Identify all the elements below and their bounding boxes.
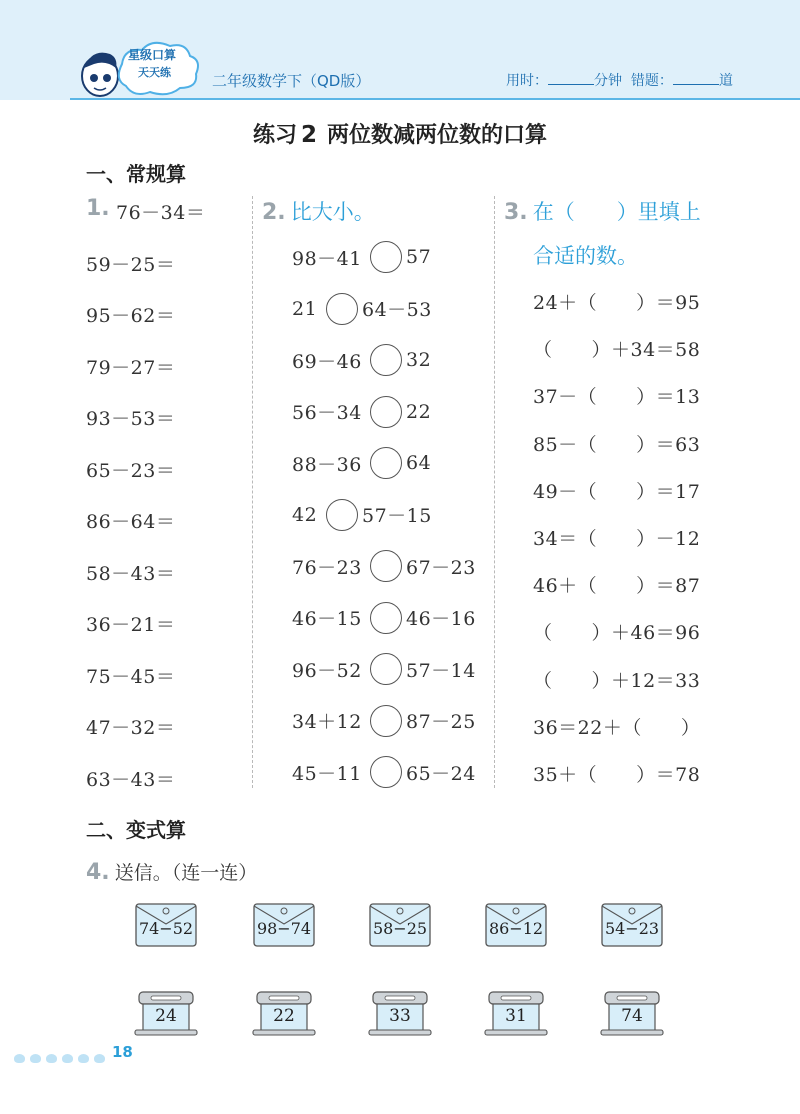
compare-circle[interactable] [370, 344, 402, 376]
q2-item [292, 293, 432, 325]
time-label: 用时： [506, 73, 548, 89]
title-number: 2 [300, 122, 317, 148]
q3-item[interactable]: 24＋（ ）＝95 [533, 292, 701, 314]
q2-left: 88－36 [292, 453, 362, 476]
errors-blank[interactable] [673, 72, 719, 85]
page-title [0, 118, 800, 149]
page-number: 18 [112, 1043, 133, 1061]
q1-item[interactable]: 76－34＝ [116, 202, 206, 224]
q2-item [292, 756, 476, 788]
computer[interactable] [599, 990, 665, 1036]
q3-prompt-line1: 在（ ）里填上 [532, 200, 701, 224]
envelope-label: 58−25 [372, 919, 428, 938]
q1-item[interactable]: 47－32＝ [86, 717, 176, 739]
q4-header [86, 858, 257, 885]
computer-label: 24 [155, 1006, 177, 1026]
q3-item[interactable]: 46＋（ ）＝87 [533, 575, 701, 598]
computer-label: 33 [389, 1006, 411, 1026]
compare-circle[interactable] [370, 756, 402, 788]
q2-item [292, 241, 431, 273]
q1-item[interactable]: 65－23＝ [86, 459, 176, 482]
q2-left: 34＋12 [292, 711, 362, 733]
q1-item[interactable]: 75－45＝ [86, 665, 176, 688]
computer[interactable] [367, 990, 433, 1036]
compare-circle[interactable] [370, 396, 402, 428]
q2-header [262, 196, 375, 226]
q2-item [292, 653, 476, 685]
q2-right: 87－25 [406, 711, 476, 733]
envelope-label: 54−23 [604, 919, 660, 938]
q2-right: 64－53 [362, 299, 432, 321]
footer-dots [14, 1048, 110, 1067]
envelope[interactable] [134, 902, 198, 948]
q2-left: 69－46 [292, 350, 362, 373]
q1-item[interactable]: 59－25＝ [86, 253, 176, 276]
q1-item[interactable]: 93－53＝ [86, 408, 176, 430]
q1-item[interactable]: 58－43＝ [86, 562, 176, 585]
envelope-label: 86−12 [488, 919, 544, 938]
envelope[interactable] [600, 902, 664, 948]
compare-circle[interactable] [326, 293, 358, 325]
q2-right: 65－24 [406, 762, 476, 785]
q2-item [292, 447, 431, 479]
q2-left: 96－52 [292, 659, 362, 682]
q3-header [504, 196, 701, 226]
section-heading-variant: 二、变式算 [86, 818, 186, 842]
compare-circle[interactable] [370, 705, 402, 737]
q3-item[interactable]: （ ）＋46＝96 [533, 622, 701, 645]
compare-circle[interactable] [370, 447, 402, 479]
computer[interactable] [251, 990, 317, 1036]
q1-header [86, 196, 110, 221]
column-divider-1 [252, 196, 253, 788]
q2-right: 64 [406, 452, 432, 474]
q2-item [292, 550, 476, 582]
q2-right: 22 [406, 400, 432, 423]
envelope[interactable] [484, 902, 548, 948]
computer[interactable] [133, 990, 199, 1036]
q2-left: 98－41 [292, 247, 362, 270]
q2-left: 45－11 [292, 762, 362, 785]
q4-prompt: 送信。（连一连） [114, 862, 258, 884]
computer-label: 74 [621, 1006, 643, 1026]
errors-unit: 道 [718, 73, 733, 89]
compare-circle[interactable] [370, 653, 402, 685]
q3-item[interactable]: 35＋（ ）＝78 [533, 764, 701, 786]
q2-right: 57 [406, 246, 432, 268]
time-blank[interactable] [548, 72, 594, 85]
q2-prompt: 比大小。 [290, 200, 375, 224]
q3-item[interactable]: 36＝22＋（ ） [533, 716, 701, 739]
q1-item[interactable]: 86－64＝ [86, 511, 176, 533]
title-prefix: 练习 [252, 123, 297, 148]
errors-label: 错题： [630, 73, 673, 89]
q2-right: 57－14 [406, 659, 476, 682]
compare-circle[interactable] [326, 499, 358, 531]
q2-left: 21 [292, 297, 318, 320]
q1-item[interactable]: 95－62＝ [86, 305, 176, 327]
q3-item[interactable]: 37－（ ）＝13 [533, 386, 701, 409]
q1-item[interactable]: 36－21＝ [86, 614, 176, 636]
q3-prompt-line2: 合适的数。 [533, 244, 638, 268]
q3-item[interactable]: 85－（ ）＝63 [533, 433, 701, 456]
q2-item [292, 705, 476, 737]
logo-title: 星级口算 [128, 48, 177, 62]
envelope-label: 98−74 [256, 919, 312, 938]
q2-item [292, 602, 476, 634]
logo-subtitle: 天天练 [138, 66, 171, 79]
q1-item[interactable]: 63－43＝ [86, 768, 176, 791]
time-unit: 分钟 [594, 73, 622, 89]
subject-label: 二年级数学下（QD版） [212, 72, 371, 90]
computer-label: 31 [505, 1006, 527, 1026]
q2-left: 56－34 [292, 402, 362, 424]
q2-right: 46－16 [406, 608, 476, 630]
q1-number: 1. [86, 196, 110, 221]
q3-number: 3. [504, 200, 528, 225]
q3-item[interactable]: 49－（ ）＝17 [533, 480, 701, 503]
q2-left: 76－23 [292, 556, 362, 579]
computer-label: 22 [273, 1006, 295, 1026]
q2-right: 32 [406, 349, 432, 371]
column-divider-2 [494, 196, 495, 788]
q2-item [292, 499, 432, 531]
q3-item[interactable]: 34＝（ ）－12 [533, 528, 701, 550]
q2-left: 42 [292, 503, 318, 526]
q2-item [292, 396, 431, 428]
q2-item [292, 344, 431, 376]
q2-right: 57－15 [362, 505, 432, 527]
computer[interactable] [483, 990, 549, 1036]
q3-item[interactable]: （ ）＋34＝58 [533, 339, 701, 362]
q3-item[interactable]: （ ）＋12＝33 [533, 669, 701, 692]
q4-number: 4. [86, 860, 110, 885]
compare-circle[interactable] [370, 602, 402, 634]
envelope-label: 74−52 [138, 919, 194, 938]
envelope[interactable] [368, 902, 432, 948]
compare-circle[interactable] [370, 550, 402, 582]
section-heading-regular: 一、常规算 [86, 162, 186, 186]
q2-number: 2. [262, 200, 286, 225]
q2-right: 67－23 [406, 556, 476, 579]
compare-circle[interactable] [370, 241, 402, 273]
time-errors-label [506, 70, 733, 90]
q2-left: 46－15 [292, 608, 362, 630]
q1-item[interactable]: 79－27＝ [86, 356, 176, 379]
title-text: 两位数减两位数的口算 [327, 123, 548, 148]
envelope[interactable] [252, 902, 316, 948]
